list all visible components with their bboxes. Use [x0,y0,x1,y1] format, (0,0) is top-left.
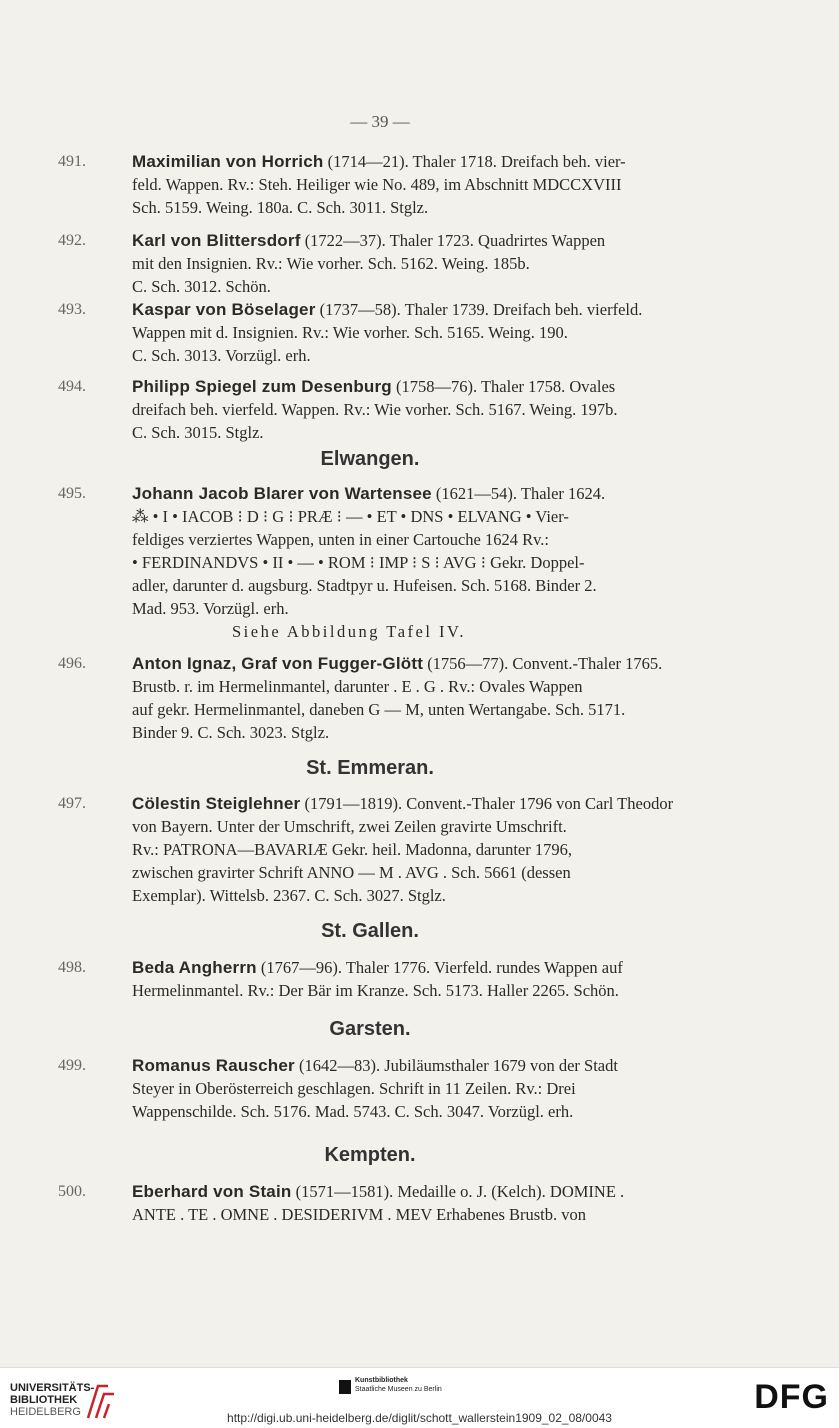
entry-text: Binder 9. C. Sch. 3023. Stglz. [132,723,330,742]
entry-name: Eberhard von Stain [132,1182,292,1201]
viewer-footer [0,1367,839,1428]
permalink-url[interactable]: http://digi.ub.uni-heidelberg.de/diglit/schott_wallerstein1909_02_08/0043 [227,1411,612,1425]
entry-text: zwischen gravirter Schrift ANNO — M . AVG . Sch. 5661 (dessen [132,863,571,882]
entry-number: 494. [58,378,86,395]
entry-text: auf gekr. Hermelinmantel, daneben G — M, unten Wertangabe. Sch. 5171. [132,700,626,719]
entry-number: 493. [58,301,86,318]
kb-logo-text: Staatliche Museen zu Berlin [355,1386,442,1393]
entry-name: Maximilian von Horrich [132,152,324,171]
entry-name: Beda Angherrn [132,958,257,977]
entry-number: 491. [58,153,86,170]
entry-number: 498. [58,959,86,976]
entry-text: (1571—1581). Medaille o. J. (Kelch). DOMINE . [295,1182,625,1201]
entry-text: (1758—76). Thaler 1758. Ovales [396,377,616,396]
entry-text: feldiges verziertes Wappen, unten in einer Cartouche 1624 Rv.: [132,530,549,549]
figure-reference: Siehe Abbildung Tafel IV. [232,622,466,641]
entry-text: • FERDINANDVS • II • — • ROM ⁝ IMP ⁝ S ⁝ AVG ⁝ Gekr. Doppel- [132,553,585,572]
catalog-entry-496 [58,652,678,744]
entry-text: (1621—54). Thaler 1624. [435,484,606,503]
entry-number: 497. [58,795,86,812]
entry-text: feld. Wappen. Rv.: Steh. Heiliger wie No. 489, im Abschnitt MDCCXVIII [132,175,622,194]
entry-text: C. Sch. 3013. Vorzügl. erh. [132,346,311,365]
entry-text: C. Sch. 3012. Schön. [132,277,271,296]
ub-logo-text: UNIVERSITÄTS- [10,1382,95,1394]
entry-text: (1756—77). Convent.-Thaler 1765. [427,654,663,673]
entry-text: (1767—96). Thaler 1776. Vierfeld. rundes Wappen auf [260,958,623,977]
catalog-entry-491 [58,150,678,219]
entry-text: Brustb. r. im Hermelinmantel, darunter . E . G . Rv.: Ovales Wappen [132,677,583,696]
entry-text: mit den Insignien. Rv.: Wie vorher. Sch. 5162. Weing. 185b. [132,254,530,273]
entry-text: (1642—83). Jubiläumsthaler 1679 von der Stadt [298,1056,618,1075]
section-heading-st-emmeran: St. Emmeran. [306,757,434,779]
entry-text: Exemplar). Wittelsb. 2367. C. Sch. 3027. Stglz. [132,886,446,905]
entry-text: von Bayern. Unter der Umschrift, zwei Zeilen gravirte Umschrift. [132,817,567,836]
entry-text: Rv.: PATRONA—BAVARIÆ Gekr. heil. Madonna, darunter 1796, [132,840,572,859]
entry-text: dreifach beh. vierfeld. Wappen. Rv.: Wie vorher. Sch. 5167. Weing. 197b. [132,400,618,419]
dfg-logo[interactable]: DFG [754,1378,829,1416]
entry-text: Wappenschilde. Sch. 5176. Mad. 5743. C. Sch. 3047. Vorzügl. erh. [132,1102,574,1121]
entry-name: Karl von Blittersdorf [132,231,301,250]
kb-logo-text: Kunstbibliothek [355,1377,408,1384]
entry-text: ANTE . TE . OMNE . DESIDERIVM . MEV Erhabenes Brustb. von [132,1205,587,1224]
catalog-entry-495 [58,482,678,643]
entry-text: Mad. 953. Vorzügl. erh. [132,599,289,618]
catalog-entry-493 [58,298,678,367]
entry-text: Hermelinmantel. Rv.: Der Bär im Kranze. Sch. 5173. Haller 2265. Schön. [132,981,619,1000]
entry-name: Romanus Rauscher [132,1056,295,1075]
catalog-entry-497 [58,792,678,907]
catalog-entry-498 [58,956,678,1002]
entry-number: 496. [58,655,86,672]
entry-text: C. Sch. 3015. Stglz. [132,423,264,442]
entry-text: (1722—37). Thaler 1723. Quadrirtes Wappen [304,231,606,250]
entry-name: Anton Ignaz, Graf von Fugger-Glött [132,654,424,673]
section-heading-kempten: Kempten. [324,1144,416,1166]
section-heading-garsten: Garsten. [329,1018,411,1040]
entry-number: 492. [58,232,86,249]
entry-text: Sch. 5159. Weing. 180a. C. Sch. 3011. Stglz. [132,198,429,217]
section-heading-elwangen: Elwangen. [320,448,420,470]
catalog-entry-499 [58,1054,678,1123]
entry-text: (1791—1819). Convent.-Thaler 1796 von Carl Theodor [304,794,674,813]
entry-name: Kaspar von Böselager [132,300,316,319]
entry-name: Johann Jacob Blarer von Wartensee [132,484,432,503]
ub-logo-text: HEIDELBERG [10,1406,81,1418]
entry-text: ⁂ • I • IACOB ⁝ D ⁝ G ⁝ PRÆ ⁝ — • ET • DNS • ELVANG • Vier- [132,507,569,526]
ub-logo-text: BIBLIOTHEK [10,1394,78,1406]
entry-text: (1714—21). Thaler 1718. Dreifach beh. vier- [327,152,626,171]
entry-text: Wappen mit d. Insignien. Rv.: Wie vorher. Sch. 5165. Weing. 190. [132,323,568,342]
entry-number: 499. [58,1057,86,1074]
entry-number: 495. [58,485,86,502]
entry-name: Philipp Spiegel zum Desenburg [132,377,392,396]
catalog-entry-492 [58,229,678,298]
catalog-entry-494 [58,375,678,444]
catalog-entry-500 [58,1180,678,1226]
page-number: — 39 — [350,112,410,131]
kunstbibliothek-logo[interactable] [355,1376,442,1394]
entry-number: 500. [58,1183,86,1200]
entry-text: (1737—58). Thaler 1739. Dreifach beh. vierfeld. [319,300,643,319]
entry-name: Cölestin Steiglehner [132,794,301,813]
entry-text: Steyer in Oberösterreich geschlagen. Schrift in 11 Zeilen. Rv.: Drei [132,1079,576,1098]
section-heading-st-gallen: St. Gallen. [321,920,419,942]
entry-text: adler, darunter d. augsburg. Stadtpyr u. Hufeisen. Sch. 5168. Binder 2. [132,576,597,595]
kunstbibliothek-icon [339,1380,351,1394]
